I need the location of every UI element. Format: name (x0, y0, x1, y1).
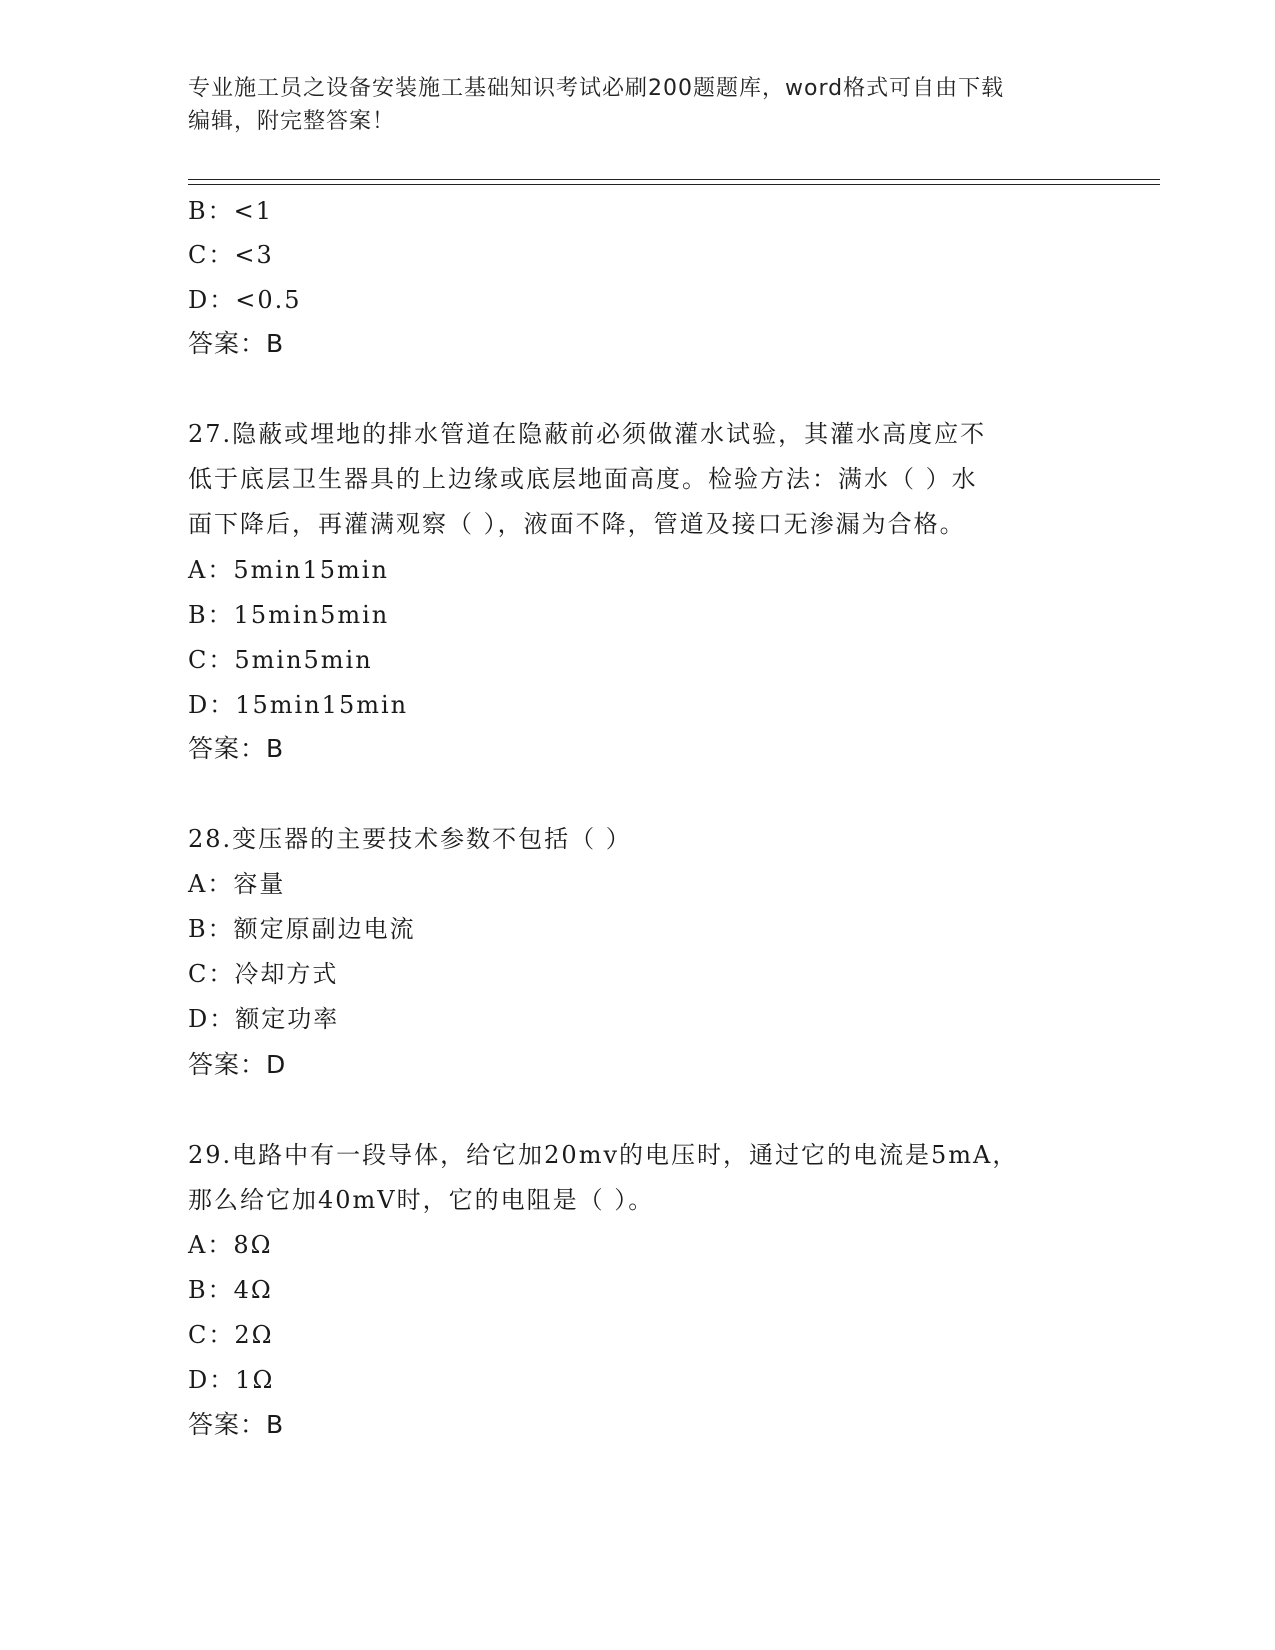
q28-option-c: C：冷却方式 (188, 960, 339, 988)
q29-answer: 答案：B (188, 1410, 285, 1439)
q28-option-b: B：额定原副边电流 (188, 915, 416, 943)
header-rule-top (188, 179, 1160, 180)
q29-option-d: D：1Ω (188, 1366, 275, 1394)
q27-option-c: C：5min5min (188, 646, 373, 674)
q27-stem-line-3: 面下降后，再灌满观察（ ），液面不降，管道及接口无渗漏为合格。 (188, 510, 966, 538)
q28-option-a: A：容量 (188, 870, 286, 898)
header-rule-bottom (188, 184, 1160, 185)
header-line-1: 专业施工员之设备安装施工基础知识考试必刷200题题库，word格式可自由下载 (188, 76, 1005, 101)
q27-stem-line-2: 低于底层卫生器具的上边缘或底层地面高度。检验方法：满水（ ）水 (188, 465, 978, 493)
q28-stem: 28.变压器的主要技术参数不包括（ ） (188, 825, 632, 853)
q29-option-c: C：2Ω (188, 1321, 274, 1349)
q27-option-a: A：5min15min (188, 556, 389, 584)
q26-option-d: D：<0.5 (188, 286, 302, 314)
q27-option-b: B：15min5min (188, 601, 390, 629)
q29-option-a: A：8Ω (188, 1231, 273, 1259)
q27-option-d: D：15min15min (188, 691, 409, 719)
q29-stem-line-2: 那么给它加40mV时，它的电阻是（ ）。 (188, 1186, 655, 1214)
document-header (188, 72, 1088, 138)
q27-answer: 答案：B (188, 734, 285, 763)
header-line-2: 编辑，附完整答案！ (188, 109, 396, 134)
q29-option-b: B：4Ω (188, 1276, 273, 1304)
q26-option-b: B：<1 (188, 197, 274, 225)
q26-option-c: C：<3 (188, 241, 274, 269)
q29-stem-line-1: 29.电路中有一段导体，给它加20mv的电压时，通过它的电流是5mA， (188, 1141, 1019, 1169)
q27-stem-line-1: 27.隐蔽或埋地的排水管道在隐蔽前必须做灌水试验，其灌水高度应不 (188, 420, 987, 448)
q26-answer: 答案：B (188, 329, 285, 358)
q28-answer: 答案：D (188, 1050, 287, 1079)
q28-option-d: D：额定功率 (188, 1005, 340, 1033)
